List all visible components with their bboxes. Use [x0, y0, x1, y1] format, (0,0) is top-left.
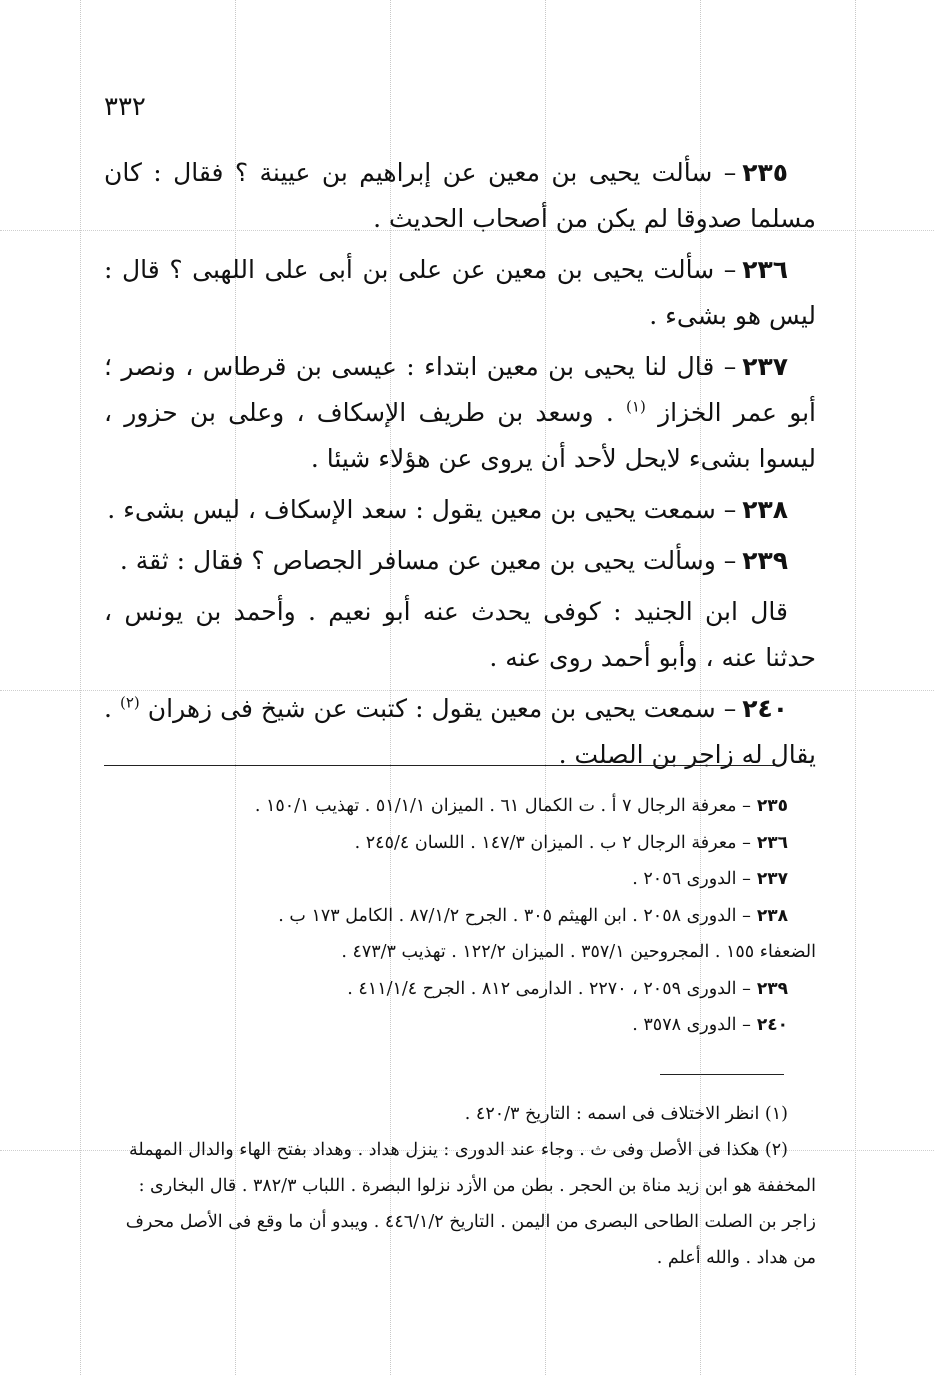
reference-text: – الدورى ٢٠٥٦ .: [632, 869, 751, 889]
references-divider: [104, 765, 776, 766]
reference-237: [104, 861, 816, 898]
reference-238-continued: الضعفاء ١٥٥ . المجروحين ٣٥٧/١ . الميزان ١٢٢/٢ . تهذيب ٤٧٣/٣ .: [341, 942, 816, 962]
footnote-2: (٢) هكذا فى الأصل وفى ث . وجاء عند الدورى : ينزل هداد . وهداد بفتح الهاء والدال المهملة المخففة هو ابن زيد مناة بن الحجر . بطن من الأزد نزلوا البصرة . اللباب ٣٨٢/٣ . قال البخارى : زاجر بن الصلت الطاحى البصرى من اليمن . التاريخ ٤٤٦/١/٢ . ويبدو أن ما وقع فى الأصل محرف من هداد . والله أعلم .: [125, 1140, 816, 1268]
reference-text: – الدورى ٣٥٧٨ .: [632, 1015, 751, 1035]
entry-number: ٢٣٨: [742, 495, 788, 524]
entry-text: – سألت يحيى بن معين عن على بن أبى على اللهبى ؟ قال : ليس هو بشىء .: [104, 255, 816, 330]
entry-number: ٢٤٠: [742, 694, 789, 723]
reference-239: [104, 971, 816, 1008]
reference-number: ٢٣٨: [756, 905, 788, 926]
note-text: قال ابن الجنيد : كوفى يحدث عنه أبو نعيم . وأحمد بن يونس ، حدثنا عنه ، وأبو أحمد روى عنه .: [104, 597, 816, 672]
entry-text: – وسألت يحيى بن معين عن مسافر الجصاص ؟ فقال : ثقة .: [119, 546, 737, 575]
entry-text: – سألت يحيى بن معين عن إبراهيم بن عيينة ؟ فقال : كان مسلما صدوقا لم يكن من أصحاب الحديث .: [104, 158, 816, 233]
references-list: [104, 788, 816, 1044]
entry-number: ٢٣٧: [742, 352, 788, 381]
footnotes-divider: [660, 1074, 784, 1075]
entry-238: [104, 487, 816, 533]
reference-number: ٢٣٦: [756, 832, 788, 853]
entry-text: – قال لنا يحيى بن معين ابتداء : عيسى بن قرطاس ، ونصر ؛ أبو عمر الخزاز: [104, 352, 817, 427]
page-number: ٣٣٢: [104, 92, 146, 122]
footnotes: [104, 1096, 816, 1276]
editor-note: [104, 589, 816, 681]
reference-text: – الدورى ٢٠٥٩ ، ٢٢٧٠ . الدارمى ٨١٢ . الجرح ٤١١/١/٤ .: [347, 978, 751, 999]
footnote-1: (١) انظر الاختلاف فى اسمه : التاريخ ٤٢٠/٣ .: [464, 1104, 788, 1124]
footnote-marker: (٢): [119, 693, 140, 712]
reference-number: ٢٤٠: [756, 1015, 788, 1035]
reference-236: [104, 825, 816, 862]
reference-number: ٢٣٩: [756, 978, 788, 999]
reference-text: – معرفة الرجال ٢ ب . الميزان ١٤٧/٣ . اللسان ٢٤٥/٤ .: [354, 832, 751, 853]
reference-text: – الدورى ٢٠٥٨ . ابن الهيثم ٣٠٥ . الجرح ٨٧/١/٢ . الكامل ١٧٣ ب .: [278, 905, 751, 926]
entry-number: ٢٣٦: [742, 255, 789, 284]
entry-237: [104, 344, 816, 482]
entry-text: – سمعت يحيى بن معين يقول : سعد الإسكاف ، ليس بشىء .: [107, 495, 737, 524]
main-text: [104, 150, 816, 783]
reference-number: ٢٣٥: [756, 796, 788, 816]
reference-240: [104, 1007, 816, 1044]
entry-235: [104, 150, 816, 242]
reference-number: ٢٣٧: [756, 869, 788, 889]
entry-236: [104, 247, 816, 339]
reference-238: [104, 898, 816, 935]
entry-239: [104, 538, 816, 584]
reference-235: [104, 788, 816, 825]
entry-text-continued: . وسعد بن طريف الإسكاف ، وعلى بن حزور ، ليسوا بشىء لايحل لأحد أن يروى عن هؤلاء شيئا .: [104, 398, 816, 473]
entry-number: ٢٣٥: [742, 158, 788, 187]
entry-text-continued: . يقال له زاجر بن الصلت .: [104, 694, 816, 769]
entry-text: – سمعت يحيى بن معين يقول : كتبت عن شيخ فى زهران: [147, 694, 737, 723]
entry-number: ٢٣٩: [742, 546, 788, 575]
footnote-marker: (١): [626, 397, 646, 416]
reference-text: – معرفة الرجال ٧ أ . ت الكمال ٦١ . الميزان ٥١/١/١ . تهذيب ١٥٠/١ .: [254, 796, 751, 816]
